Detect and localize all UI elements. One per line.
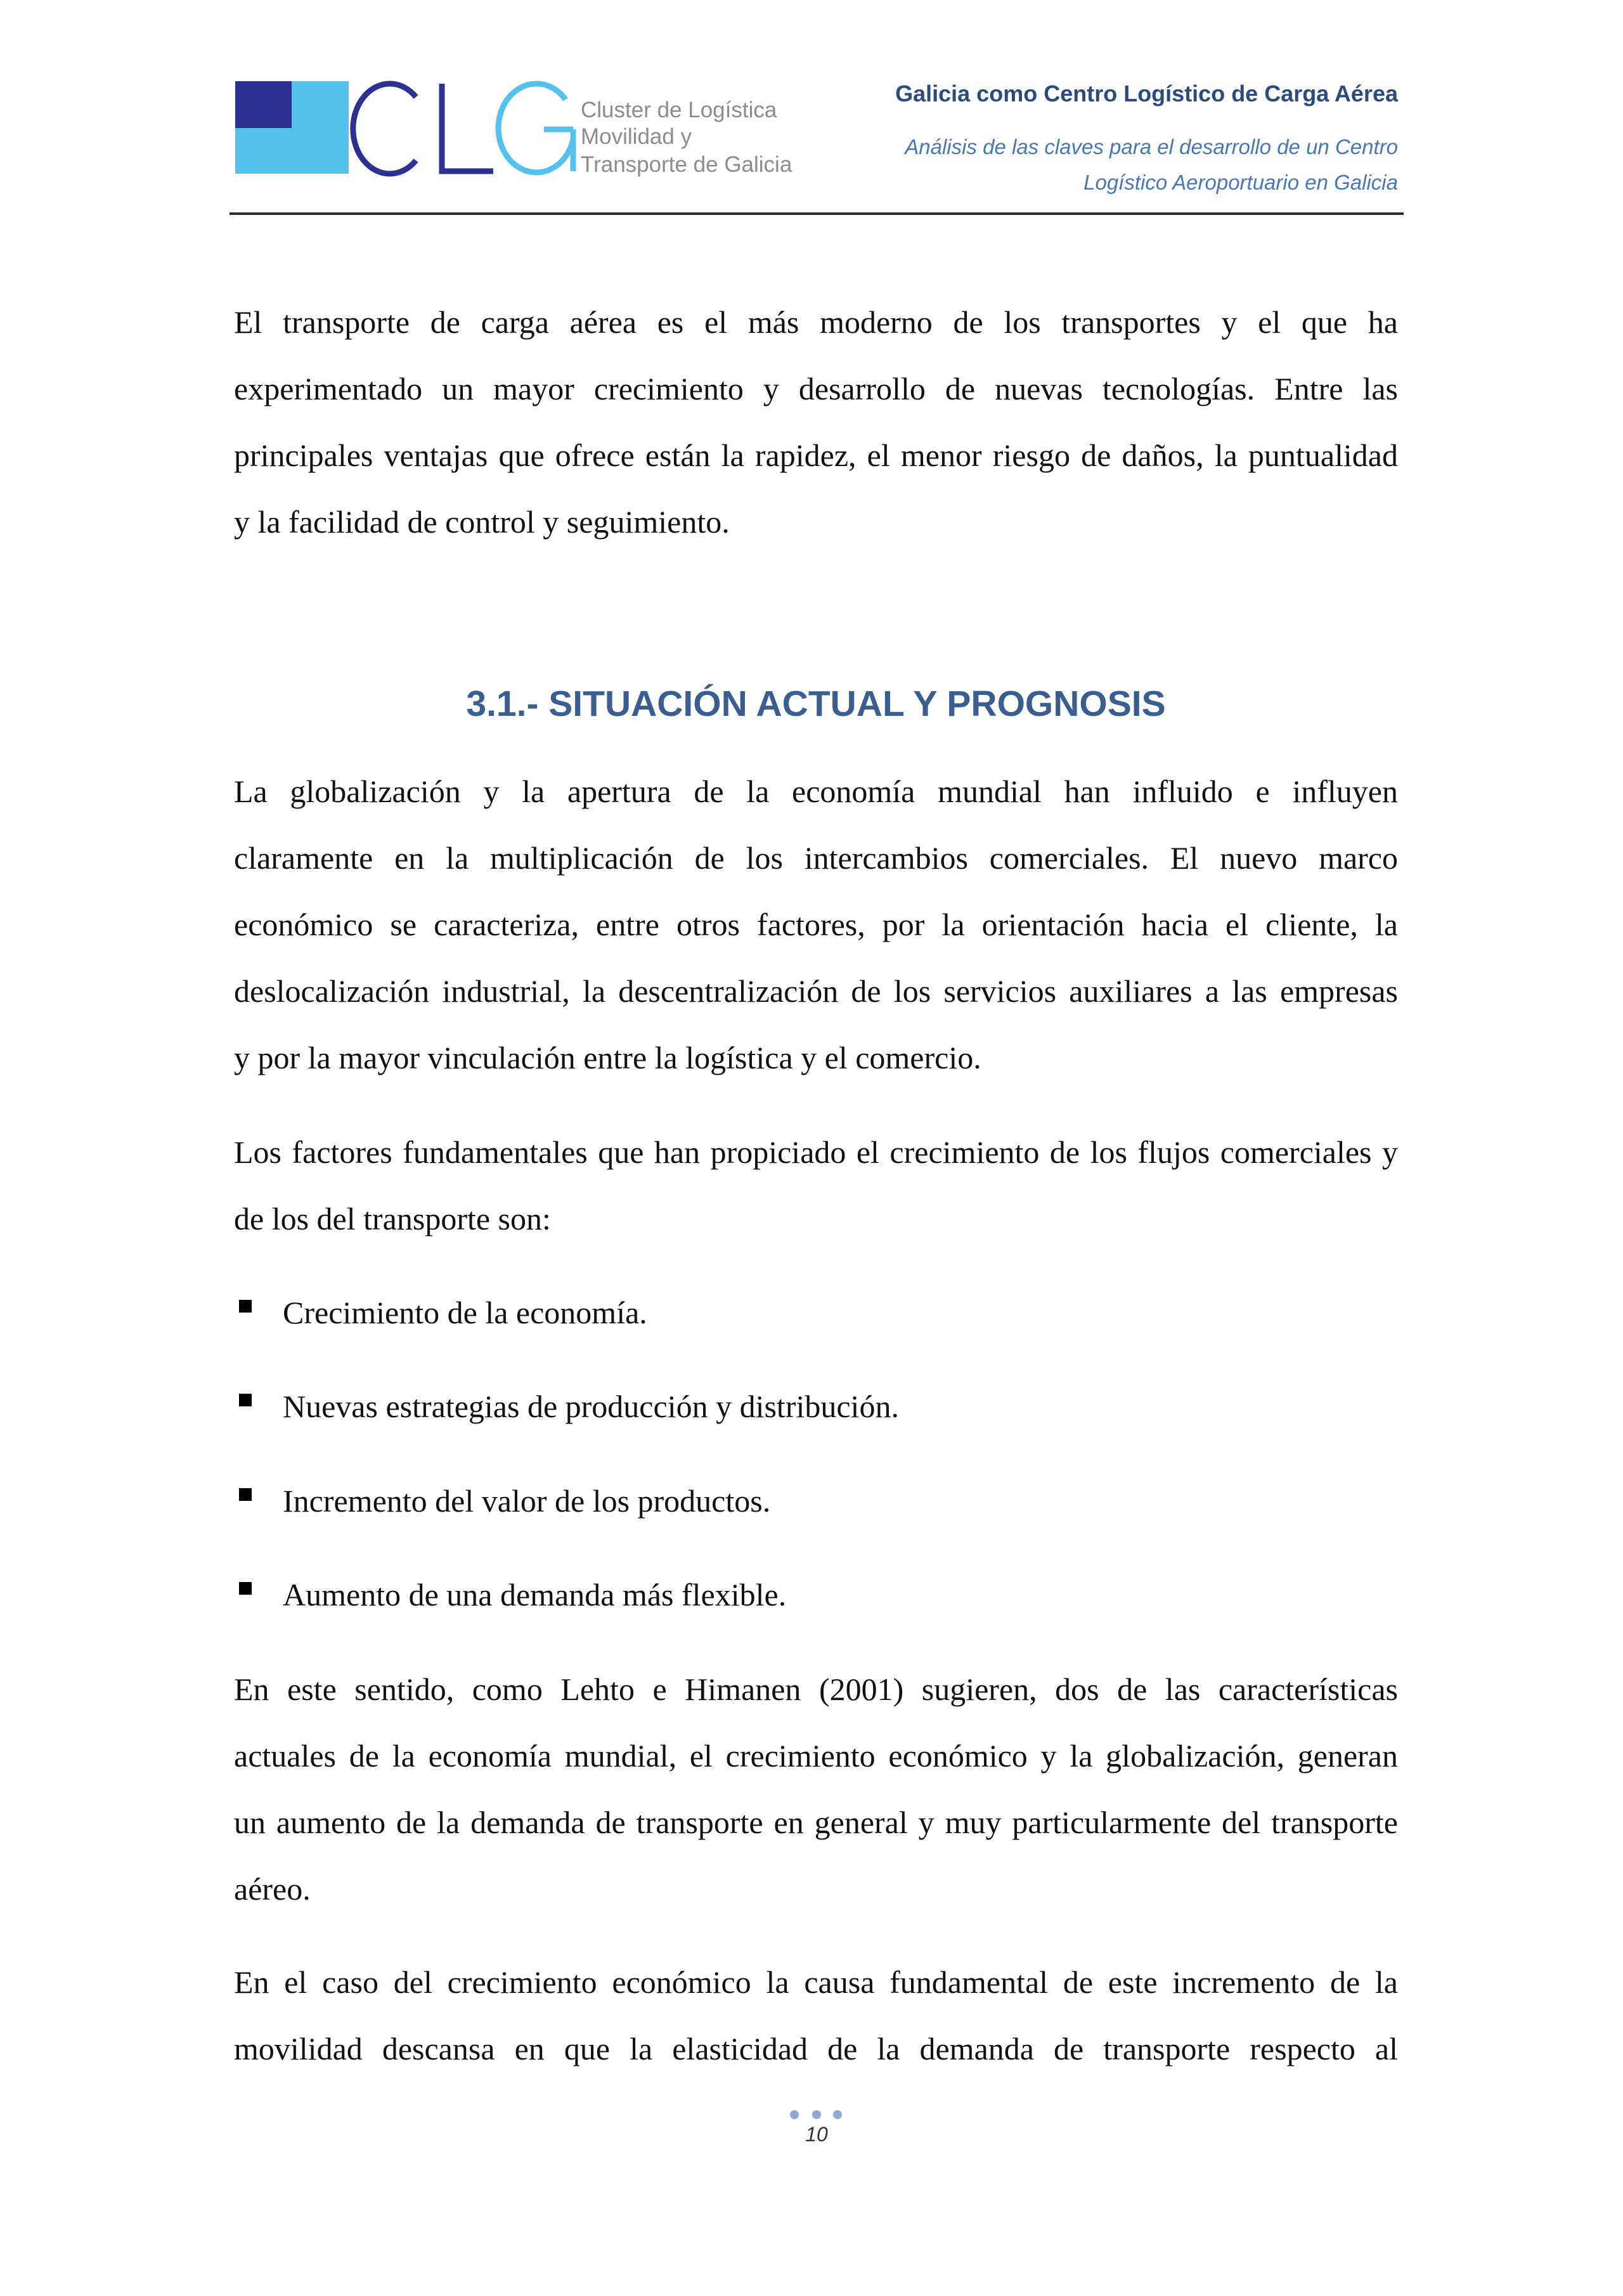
logo-letter-c [353,84,416,174]
clg-logo [228,76,583,184]
paragraph-4-line: aéreo. [234,1871,311,1907]
page-number: 10 [805,2123,828,2146]
paragraph-2-line: deslocalización industrial, la descentralización de los servicios auxiliares a las empresas [234,973,1398,1009]
footer-dot [790,2110,799,2119]
logo-navy-square [235,81,292,128]
paragraph-2-line: económico se caracteriza, entre otros factores, por la orientación hacia el cliente, la [234,907,1398,942]
paragraph-1-line: principales ventajas que ofrece están la rapidez, el menor riesgo de daños, la puntualidad [234,438,1398,473]
square-bullet-icon [239,1394,252,1406]
logo-letter-g [498,84,573,172]
paragraph-1-line: experimentado un mayor crecimiento y desarrollo de nuevas tecnologías. Entre las [234,371,1398,406]
header-subtitle-line-1: Análisis de las claves para el desarrollo de un Centro [905,135,1398,159]
section-heading: 3.1.- SITUACIÓN ACTUAL Y PROGNOSIS [466,684,1166,724]
footer-dot [812,2110,821,2119]
list-item: Aumento de una demanda más flexible. [283,1577,787,1612]
square-bullet-icon [239,1300,252,1313]
square-bullet-icon [239,1582,252,1595]
logo-letter-l [442,84,493,171]
paragraph-1-line: El transporte de carga aérea es el más moderno de los transportes y el que ha [234,304,1398,340]
paragraph-4-line: un aumento de la demanda de transporte en general y muy particularmente del transporte [234,1805,1398,1840]
paragraph-2-line: La globalización y la apertura de la economía mundial han influido e influyen [234,774,1398,809]
logo-tagline-line-3: Transporte de Galicia [581,152,792,177]
paragraph-5-line: movilidad descansa en que la elasticidad de la demanda de transporte respecto al [234,2031,1398,2066]
paragraph-3-line: Los factores fundamentales que han propiciado el crecimiento de los flujos comerciales y [234,1134,1398,1170]
header-title: Galicia como Centro Logístico de Carga Aérea [895,81,1398,107]
paragraph-2-line: claramente en la multiplicación de los intercambios comerciales. El nuevo marco [234,840,1398,876]
paragraph-1-line: y la facilidad de control y seguimiento. [234,504,730,540]
paragraph-2-line: y por la mayor vinculación entre la logística y el comercio. [234,1040,981,1075]
footer-dot [833,2110,842,2119]
paragraph-5-line: En el caso del crecimiento económico la causa fundamental de este incremento de la [234,1964,1398,2000]
list-item: Crecimiento de la economía. [283,1295,647,1330]
square-bullet-icon [239,1488,252,1501]
paragraph-3-line: de los del transporte son: [234,1201,551,1236]
paragraph-4-line: actuales de la economía mundial, el crecimiento económico y la globalización, generan [234,1738,1398,1774]
logo-tagline-line-1: Cluster de Logística [581,98,777,122]
paragraph-4-line: En este sentido, como Lehto e Himanen (2001) sugieren, dos de las características [234,1671,1398,1707]
list-item: Incremento del valor de los productos. [283,1483,771,1519]
header-subtitle-line-2: Logístico Aeroportuario en Galicia [1083,171,1398,194]
header-divider [230,212,1404,215]
list-item: Nuevas estrategias de producción y distribución. [283,1389,899,1424]
logo-tagline-line-2: Movilidad y [581,124,692,149]
